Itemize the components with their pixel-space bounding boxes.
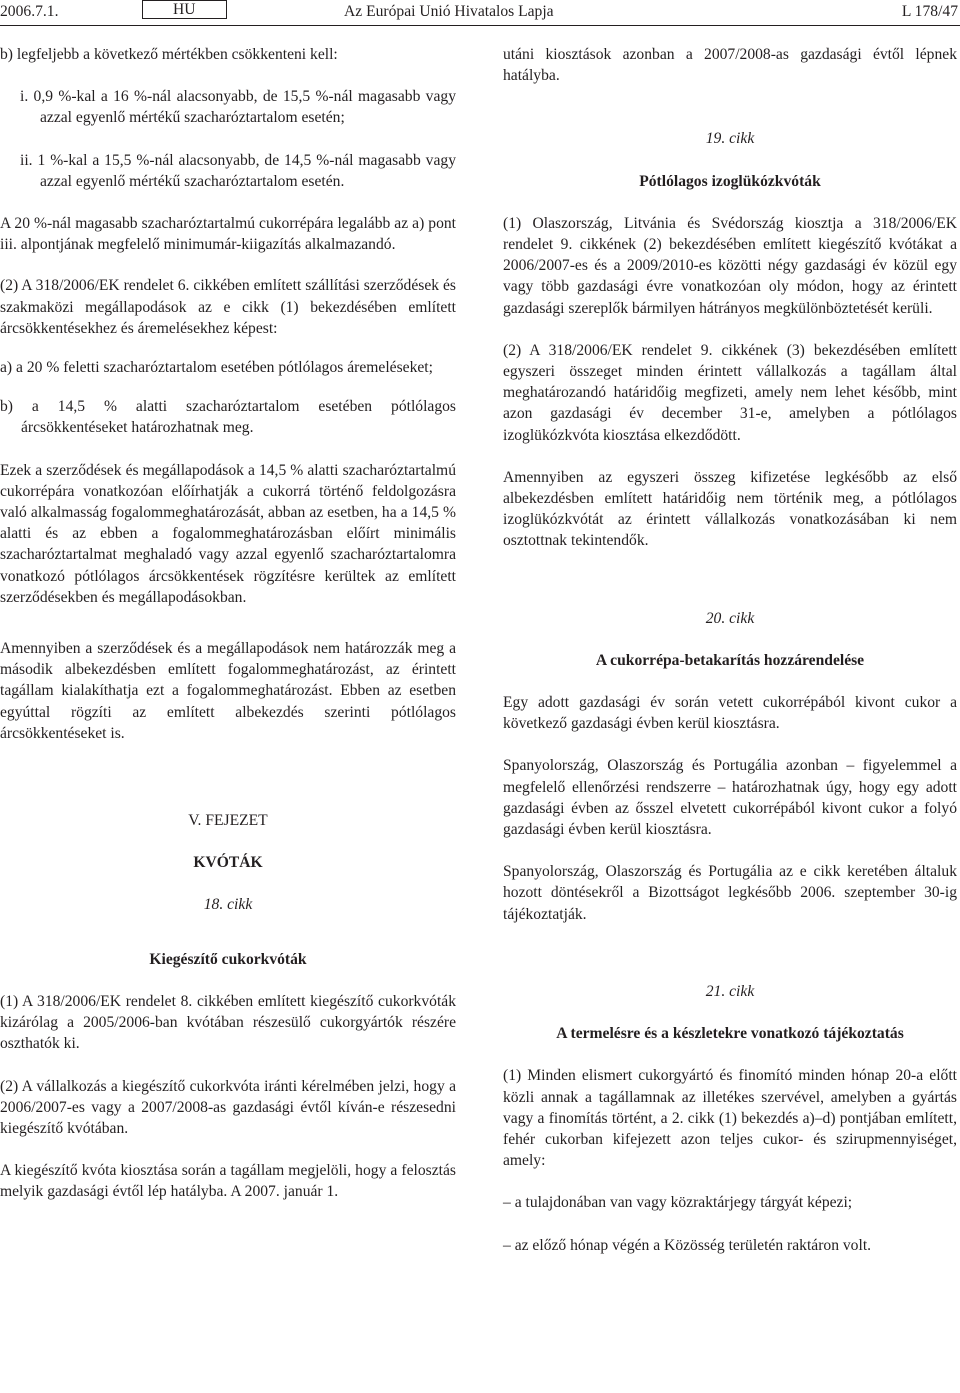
article-18-title: Kiegészítő cukorkvóták	[149, 950, 307, 968]
right-column	[503, 44, 957, 1256]
paragraph-b: b) legfeljebb a következő mértékben csökkenteni kell:	[0, 46, 338, 63]
article-18-number: 18. cikk	[203, 896, 253, 914]
article-19-para-1: (1) Olaszország, Litvánia és Svédország kiosztja a 318/2006/EK rendelet 9. cikkének (2) bekezdésében említett kiegészítő kvótákat a 2006/2007-es és a 2009/2010-es közötti négy gazdasági év közül egy vagy több gazdasági évre vonatkozóan oly módon, hogy az érintett gazdasági szereplők bármilyen hátrányos megkülönböztetését kerüli.	[503, 214, 957, 317]
dash-item-1: – a tulajdonában van vagy közraktárjegy tárgyát képezi;	[503, 1194, 853, 1212]
article-21-number: 21. cikk	[705, 982, 755, 1000]
article-20-para-3: Spanyolország, Olaszország és Portugália az e cikk keretében általuk hozott döntésekről a Bizottságot legkésőbb 2006. szeptember 30-ig tájékoztatják.	[503, 863, 957, 923]
article-20-title: A cukorrépa-betakarítás hozzárendelése	[595, 651, 865, 669]
article-20-number: 20. cikk	[705, 609, 755, 627]
chapter-number: V. FEJEZET	[188, 812, 268, 830]
article-20-para-2: Spanyolország, Olaszország és Portugália azonban – figyelemmel a megfelelő ellenőrzési rendszerre – határozhatnak úgy, hogy egy adott gazdasági évben az ősszel elvetett cukorrépából kivont cukor a folyó gazdasági évben kerül kiosztásra.	[503, 757, 957, 839]
article-18-para-2: (2) A vállalkozás a kiegészítő cukorkvóta iránti kérelmében jelzi, hogy a 2006/2007-es vagy a 2007/2008-as gazdasági évtől kíván-e részesedni kiegészítő kvótában.	[0, 1077, 456, 1137]
article-19-title: Pótlólagos izoglükózkvóták	[639, 172, 821, 190]
paragraph-continued: utáni kiosztások azonban a 2007/2008-as gazdasági évtől lépnek hatályba.	[503, 46, 957, 85]
article-19-para-2: (2) A 318/2006/EK rendelet 9. cikkének (3) bekezdésében említett egyszeri összeget minden érintett vállalkozás a tagállam által meghatározandó határidőig megfizeti, amely nem lehet később, mint azon gazdasági év december 31-e, amelyben a pótlólagos izoglükózkvóta kiosztása elkezdődött.	[503, 341, 957, 444]
chapter-title: KVÓTÁK	[193, 854, 263, 872]
page-header	[0, 0, 960, 26]
article-21-title: A termelésre és a készletekre vonatkozó tájékoztatás	[556, 1025, 904, 1043]
left-column	[0, 44, 456, 1203]
item-b: b) a 14,5 % alatti szacharóztartalom esetében pótlólagos árcsökkentéseket határozhatnak meg.	[0, 398, 456, 437]
item-a: a) a 20 % feletti szacharóztartalom esetében pótlólagos áremeléseket;	[0, 359, 433, 377]
header-date: 2006.7.1.	[0, 3, 59, 20]
article-19-number: 19. cikk	[705, 130, 755, 148]
item-ii: ii. 1 %-kal a 15,5 %-nál alacsonyabb, de 14,5 %-nál magasabb vagy azzal egyenlő mértékű szacharóztartalom esetén.	[20, 151, 456, 190]
article-21-para-1: (1) Minden elismert cukorgyártó és finomító minden hónap 20-a előtt közli annak a tagállamnak az illetékes szervével, amelyben a gyártás vagy a finomítás történt, a 2. cikk (1) bekezdés a)–d) pontjában említett, fehér cukorban kifejezett azon teljes cukor- és szirupmennyiséget, amely:	[503, 1067, 957, 1170]
article-20-para-1: Egy adott gazdasági év során vetett cukorrépából kivont cukor a következő gazdasági évben kerül kiosztásra.	[503, 694, 957, 733]
paragraph-a20: A 20 %-nál magasabb szacharóztartalmú cukorrépára legalább az a) pont iii. alpontjának megfelelő minimumár-kiigazítás alkalmazandó.	[0, 215, 456, 254]
dash-item-2: – az előző hónap végén a Közösség területén raktáron volt.	[503, 1236, 872, 1254]
header-rule	[0, 25, 960, 26]
article-19-para-3: Amennyiben az egyszeri összeg kifizetése legkésőbb az első albekezdésben említett határidőig nem történik meg, a pótlólagos izoglükózkvótát az érintett vállalkozás vonatkozásában ki nem osztottnak tekintendők.	[503, 468, 957, 550]
item-i: i. 0,9 %-kal a 16 %-nál alacsonyabb, de 15,5 %-nál magasabb vagy azzal egyenlő mértékű szacharóztartalom esetén;	[20, 88, 456, 127]
paragraph-2: (2) A 318/2006/EK rendelet 6. cikkében említett szállítási szerződések és szakmaközi megállapodások az e cikk (1) bekezdésében említett árcsökkentésekhez és áremelésekhez képest:	[0, 277, 456, 337]
header-journal-title: Az Európai Unió Hivatalos Lapja	[344, 3, 554, 20]
article-18-para-1: (1) A 318/2006/EK rendelet 8. cikkében említett kiegészítő cukorkvóták kizárólag a 2005/2006-ban kvótában részesülő cukorgyártók részére oszthatók ki.	[0, 992, 456, 1053]
header-page-number: L 178/47	[901, 3, 958, 20]
header-language-box: HU	[142, 0, 227, 19]
paragraph-ezek: Ezek a szerződések és megállapodások a 14,5 % alatti szacharóztartalmú cukorrépára vonatkozóan előírhatják a cukorrá történő feldolgozásra való alkalmasság fogalommeghatározását, abban az esetben, ha a 14,5 % alatti és az ebben a fogalommeghatározásban előírt minimális szacharóztartalmat meghaladó vagy azzal egyenlő szacharóztartalomra vonatkozó pótlólagos árcsökkentések rögzítésre kerültek az említett szerződésekben és megállapodásokban.	[0, 461, 456, 606]
article-18-para-3: A kiegészítő kvóta kiosztása során a tagállam megjelöli, hogy a felosztás melyik gazdasági évtől lép hatályba. A 2007. január 1.	[0, 1162, 456, 1201]
paragraph-amennyiben: Amennyiben a szerződések és a megállapodások nem határozzák meg a második albekezdésben említett fogalommeghatározást, az érintett tagállam kialakíthatja ezt a fogalommeghatározást. Ebben az esetben egyúttal rögzíti az említett albekezdés szerinti pótlólagos árcsökkentéseket is.	[0, 640, 456, 742]
